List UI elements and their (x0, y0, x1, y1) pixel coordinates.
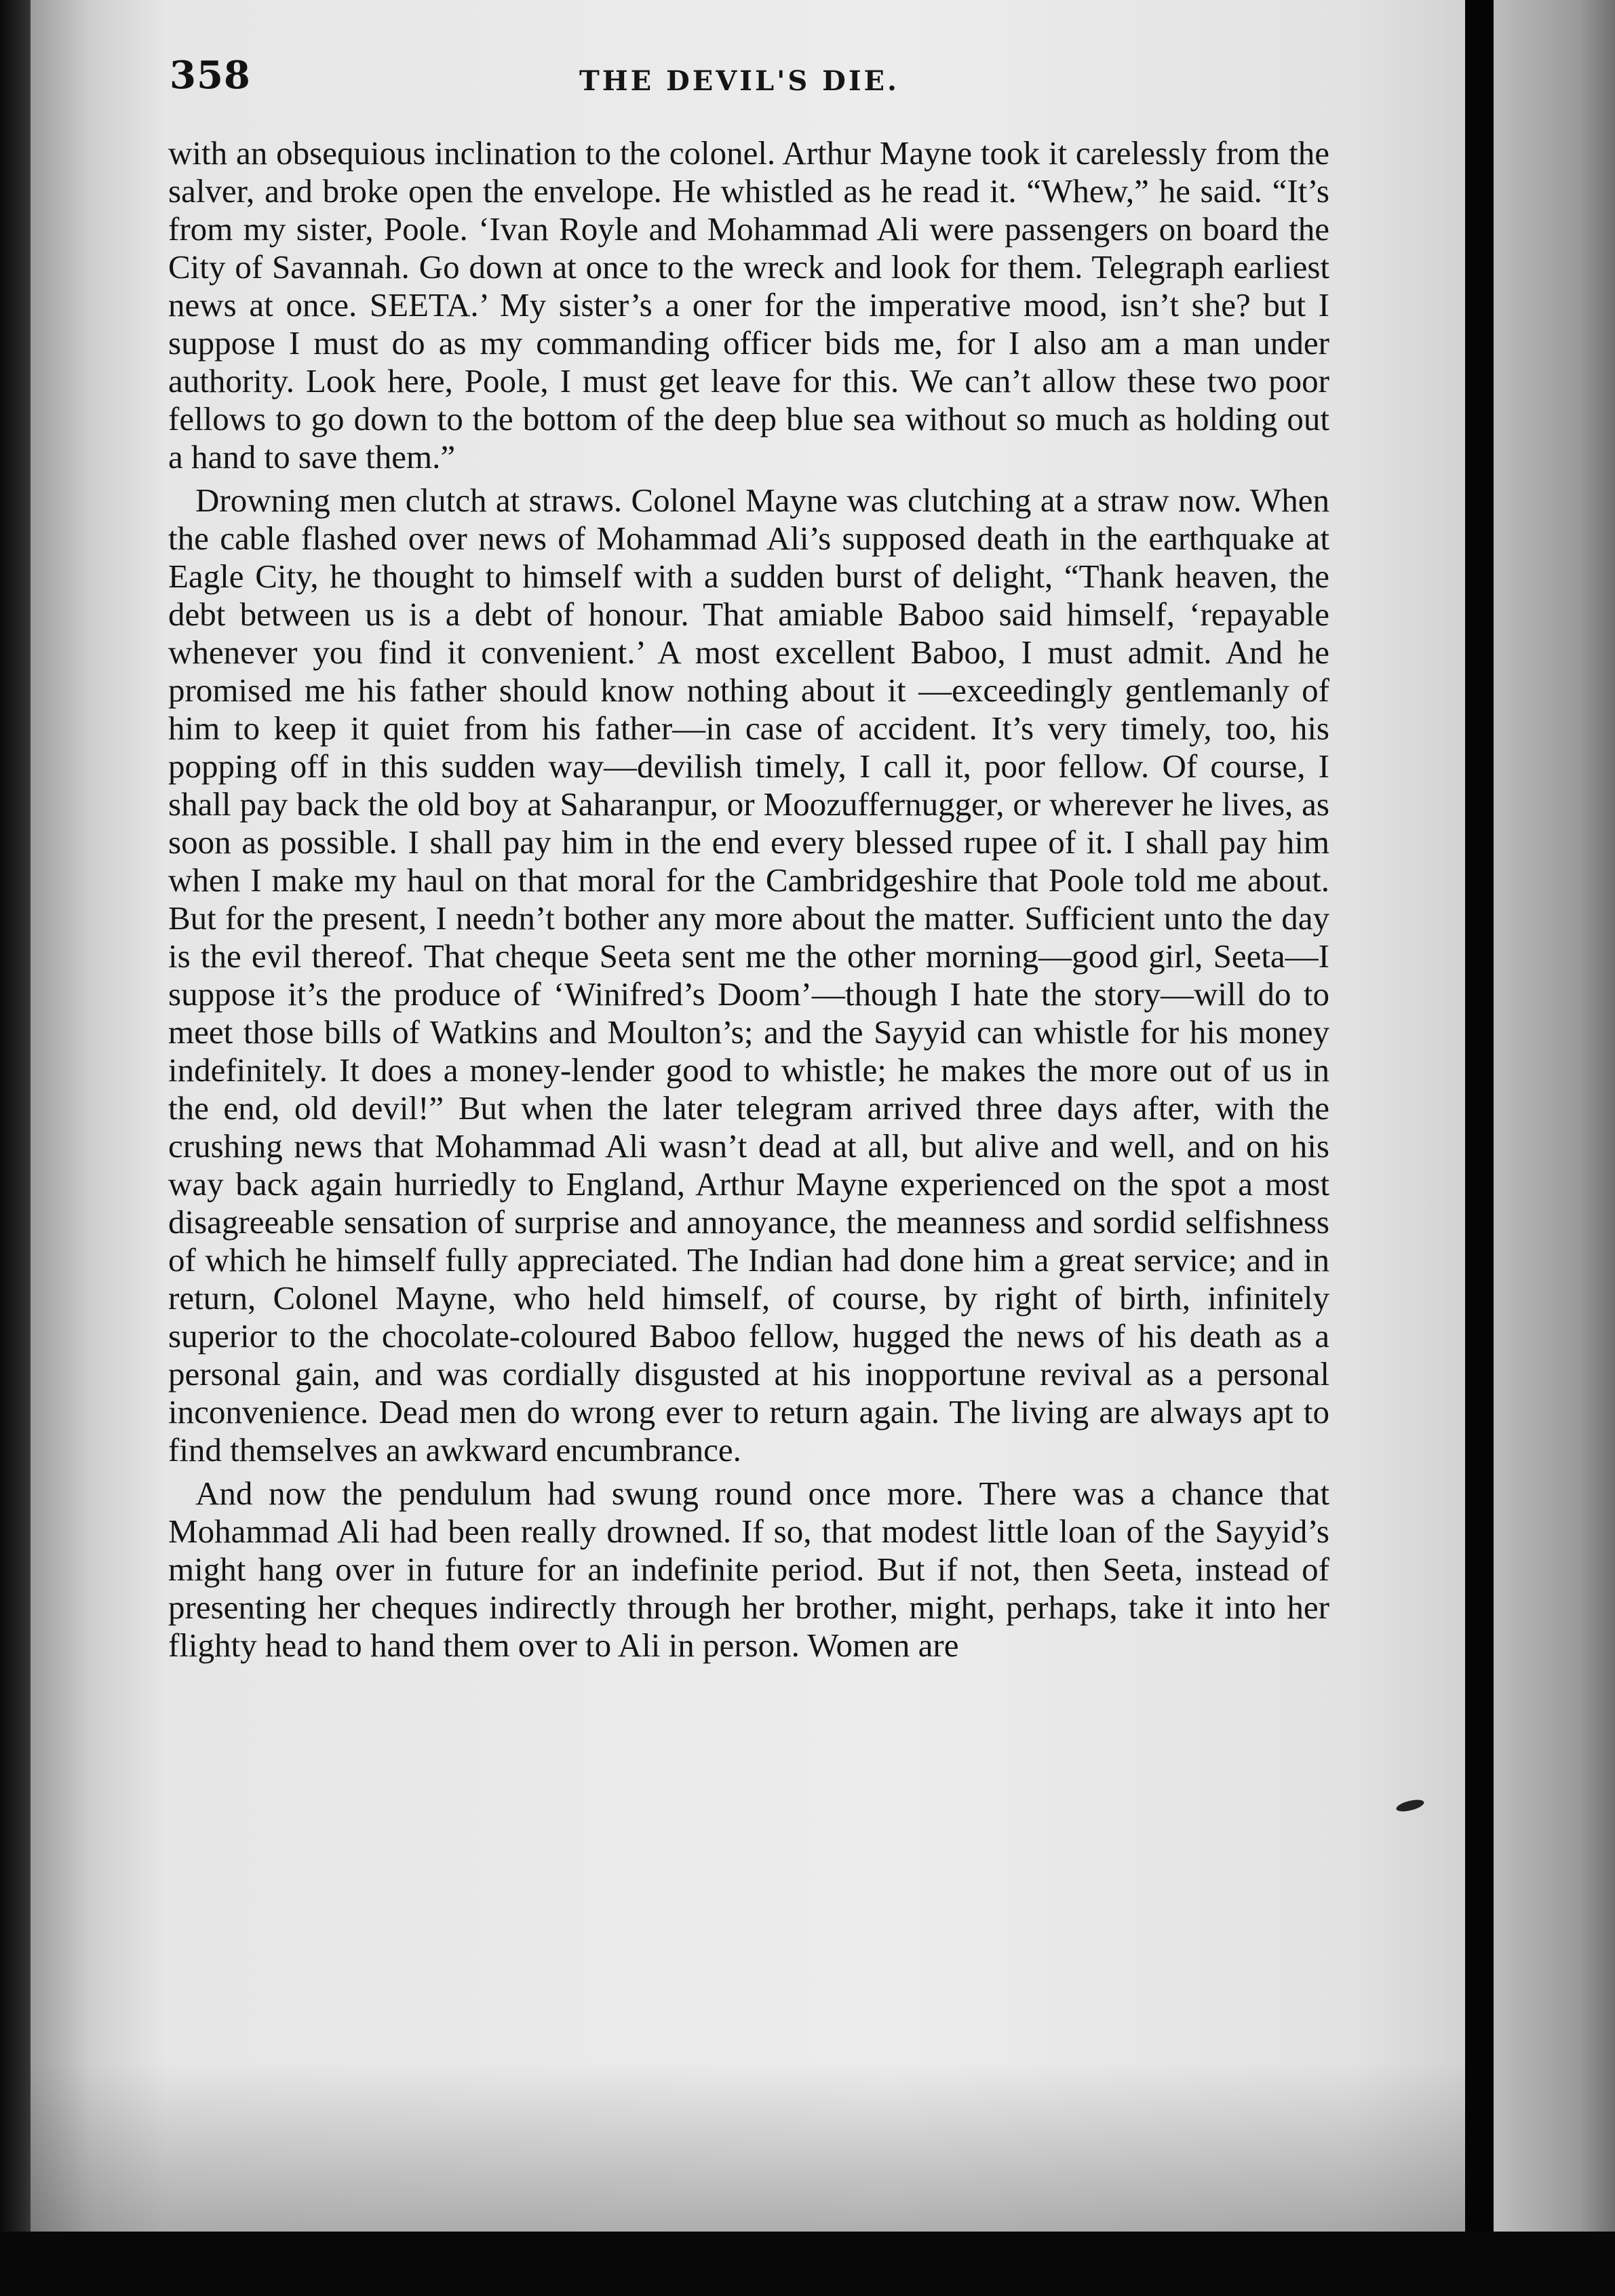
body-text (168, 134, 1329, 1665)
scan-bottom-border (0, 2232, 1615, 2296)
paragraph-3: And now the pendulum had swung round once more. There was a chance that Mohammad Ali had been really drowned. If so, that modest little loan of the Sayyid’s might hang over in future for an indefinite period. But if not, then Seeta, instead of presenting her cheques indirectly through her brother, might, perhaps, take it into her flighty head to hand them over to Ali in person. Women are (168, 1475, 1329, 1664)
paragraph-2: Drowning men clutch at straws. Colonel Mayne was clutching at a straw now. When the cable flashed over news of Mohammad Ali’s supposed death in the earthquake at Eagle City, he thought to himself with a sudden burst of delight, “Thank heaven, the debt between us is a debt of honour. That amiable Baboo said himself, ‘repayable whenever you find it convenient.’ A most excellent Baboo, I must admit. And he promised me his father should know nothing about it —exceedingly gentlemanly of him to keep it quiet from his father—in case of accident. It’s very timely, too, his popping off in this sudden way—devilish timely, I call it, poor fellow. Of course, I shall pay back the old boy at Saharanpur, or Moozuffernugger, or wherever he lives, as soon as possible. I shall pay him in the end every blessed rupee of it. I shall pay him when I make my haul on that moral for the Cambridgeshire that Poole told me about. But for the present, I needn’t bother any more about the matter. Sufficient unto the day is the evil thereof. That cheque Seeta sent me the other morning—good girl, Seeta—I suppose it’s the produce of ‘Winifred’s Doom’—though I hate the story—will do to meet those bills of Watkins and Moulton’s; and the Sayyid can whistle for his money indefinitely. It does a money-lender good to whistle; he makes the more out of us in the end, old devil!” But when the later telegram arrived three days after, with the crushing news that Mohammad Ali wasn’t dead at all, but alive and well, and on his way back again hurriedly to England, Arthur Mayne experienced on the spot a most disagreeable sensation of surprise and annoyance, the meanness and sordid selfishness of which he himself fully appreciated. The Indian had done him a great service; and in return, Colonel Mayne, who held himself, of course, by right of birth, infinitely superior to the chocolate-coloured Baboo fellow, hugged the news of his death as a personal gain, and was cordially disgusted at his inopportune revival as a personal inconvenience. Dead men do wrong ever to return again. The living are always apt to find themselves an awkward encumbrance. (168, 482, 1329, 1468)
adjacent-page-edge (1494, 0, 1615, 2232)
page-number: 358 (170, 53, 251, 98)
running-head: THE DEVIL'S DIE. (579, 65, 899, 97)
paragraph-1: with an obsequious inclination to the colonel. Arthur Mayne took it carelessly from the salver, and broke open the envelope. He whistled as he read it. “Whew,” he said. “It’s from my sister, Poole. ‘Ivan Royle and Mohammad Ali were passengers on board the City of Savannah. Go down at once to the wreck and look for them. Telegraph earliest news at once. SEETA.’ My sister’s a oner for the imperative mood, isn’t she? but I suppose I must do as my commanding officer bids me, for I also am a man under authority. Look here, Poole, I must get leave for this. We can’t allow these two poor fellows to go down to the bottom of the deep blue sea without so much as holding out a hand to save them.” (168, 134, 1329, 475)
page-bottom-fade (31, 2062, 1465, 2232)
page-header (170, 53, 1309, 107)
book-gutter (1465, 0, 1494, 2296)
